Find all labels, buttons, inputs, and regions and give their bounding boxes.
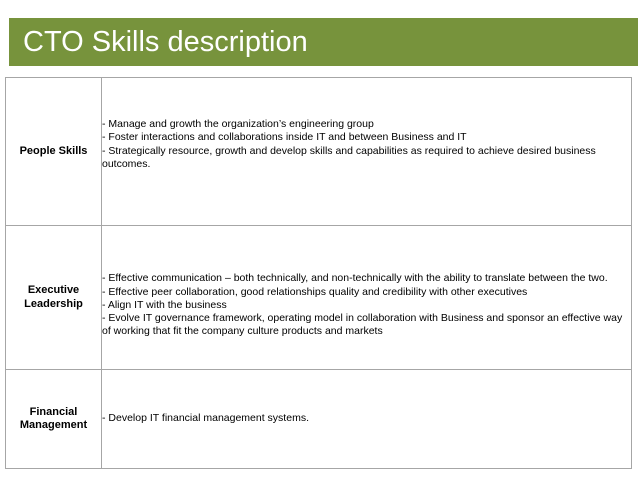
row-description-people-skills bbox=[102, 78, 632, 226]
row-description-executive-leadership bbox=[102, 226, 632, 370]
description-line: - Align IT with the business bbox=[102, 298, 227, 311]
slide-title: CTO Skills description bbox=[23, 26, 308, 58]
table-row-financial-management bbox=[6, 370, 632, 469]
description-line: - Effective peer collaboration, good relationships quality and credibility with other executives bbox=[102, 285, 528, 298]
table-row-people-skills bbox=[6, 78, 632, 226]
description-line: - Strategically resource, growth and develop skills and capabilities as required to achieve desired business outcomes. bbox=[102, 144, 596, 170]
description-line: - Foster interactions and collaborations inside IT and between Business and IT bbox=[102, 131, 467, 144]
description-line: - Effective communication – both technically, and non-technically with the ability to translate between the two. bbox=[102, 272, 608, 285]
description-line: - Develop IT financial management systems. bbox=[102, 412, 309, 425]
row-description-financial-management bbox=[102, 370, 632, 469]
row-label-people-skills: People Skills bbox=[6, 78, 102, 226]
description-line: - Evolve IT governance framework, operating model in collaboration with Business and sponsor an effective way of working that fit the company culture products and markets bbox=[102, 312, 623, 338]
slide-title-bar bbox=[9, 18, 638, 66]
row-label-executive-leadership: Executive Leadership bbox=[6, 226, 102, 370]
skills-table bbox=[5, 77, 632, 469]
row-label-financial-management: Financial Management bbox=[6, 370, 102, 469]
description-line: - Manage and growth the organization’s engineering group bbox=[102, 117, 374, 130]
table-row-executive-leadership bbox=[6, 226, 632, 370]
